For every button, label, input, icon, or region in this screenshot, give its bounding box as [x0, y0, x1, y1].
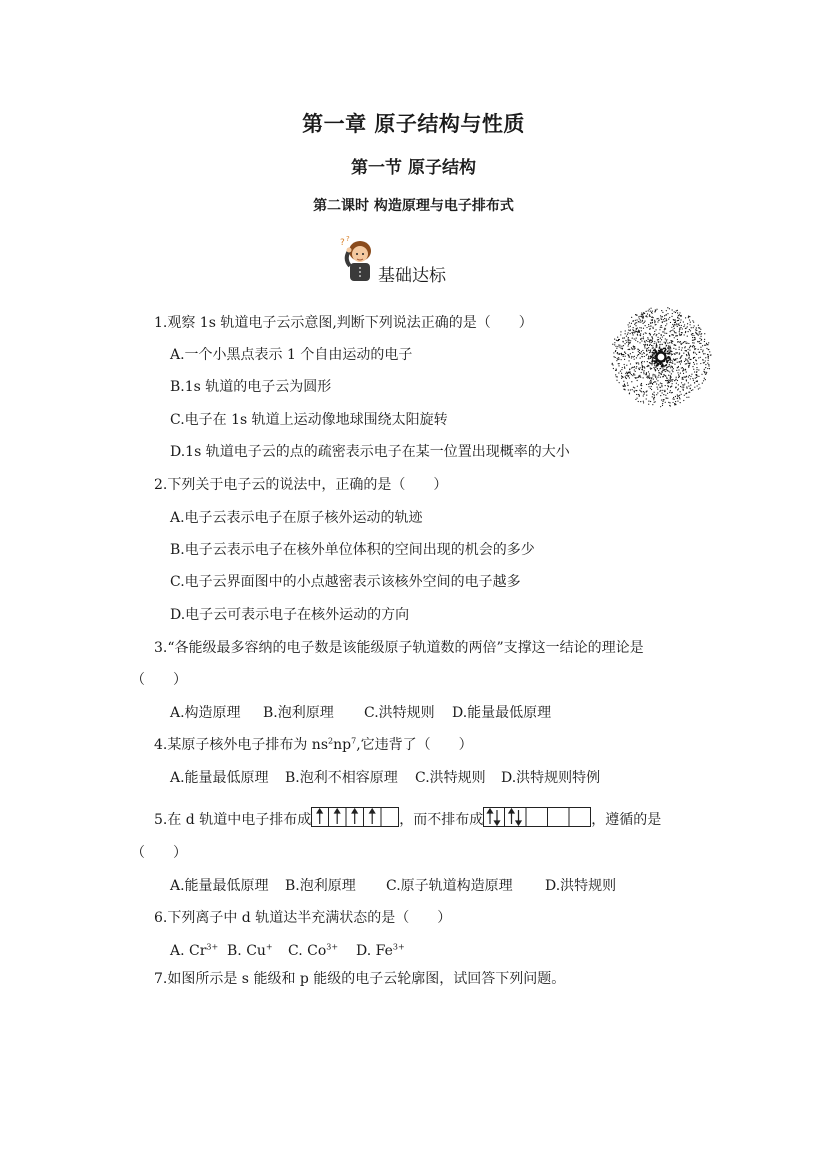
q5-stem-part-2: ，而不排布成: [399, 812, 484, 828]
q4-option-b: B.泡利不相容原理: [285, 770, 398, 786]
q4-stem-part-2: np: [333, 737, 352, 753]
question-7-stem: 7.如图所示是 s 能级和 p 能级的电子云轮廓图，试回答下列问题。: [154, 971, 566, 987]
svg-text:?: ?: [346, 235, 350, 243]
q2-option-b: B.电子云表示电子在核外单位体积的空间出现的机会的多少: [170, 542, 535, 558]
q2-option-d: D.电子云可表示电子在核外运动的方向: [170, 607, 410, 623]
q5-option-d: D.洪特规则: [545, 878, 617, 894]
chapter-title: 第一章 原子结构与性质: [302, 111, 525, 136]
question-6-stem: 6.下列离子中 d 轨道达半充满状态的是（ ）: [154, 910, 452, 926]
q4-stem-part-1: 4.某原子核外电子排布为 ns: [154, 737, 329, 753]
q6-option-b: B. Cu+: [227, 942, 273, 959]
q3-option-a: A.构造原理: [170, 705, 241, 721]
thinking-boy-icon: [338, 235, 380, 285]
lesson-title: 第二课时 构造原理与电子排布式: [313, 198, 514, 214]
q1-option-c: C.电子在 1s 轨道上运动像地球围绕太阳旋转: [170, 412, 448, 428]
question-5-blank: （ ）: [131, 845, 187, 861]
q1-option-b: B.1s 轨道的电子云为圆形: [170, 379, 332, 395]
question-1-stem: 1.观察 1s 轨道电子云示意图,判断下列说法正确的是（ ）: [154, 315, 533, 331]
q4-option-c: C.洪特规则: [415, 770, 486, 786]
question-4-stem: [154, 736, 473, 754]
question-3-blank: （ ）: [131, 672, 187, 688]
question-2-stem: 2.下列关于电子云的说法中，正确的是（ ）: [154, 477, 448, 493]
q3-option-c: C.洪特规则: [364, 705, 435, 721]
q5-option-b: B.泡利原理: [285, 878, 356, 894]
q4-sup-2: 7: [351, 736, 357, 746]
section-title: 第一节 原子结构: [351, 158, 476, 178]
question-5-stem: [154, 810, 661, 830]
question-3-stem: 3.“各能级最多容纳的电子数是该能级原子轨道数的两倍”支撑这一结论的理论是: [154, 640, 644, 656]
q4-options-row: [170, 769, 600, 787]
hund-rule-orbital-diagram: [311, 807, 399, 827]
badge-label: 基础达标: [378, 266, 446, 286]
q5-option-c: C.原子轨道构造原理: [386, 878, 513, 894]
q2-option-a: A.电子云表示电子在原子核外运动的轨迹: [170, 510, 423, 526]
1s-electron-cloud-figure: [608, 305, 714, 409]
svg-text:?: ?: [340, 238, 345, 248]
q5-stem-part-3: ，遵循的是: [591, 812, 662, 828]
q3-option-b: B.泡利原理: [263, 705, 334, 721]
q1-option-d: D.1s 轨道电子云的点的疏密表示电子在某一位置出现概率的大小: [170, 444, 570, 460]
q6-option-c: C. $Co^{3+}$: [288, 942, 339, 959]
q5-stem-part-1: 5.在 d 轨道中电子排布成: [154, 812, 312, 828]
q4-option-a: A.能量最低原理: [170, 770, 269, 786]
q6-option-d: D. $Fe^{3+}$: [356, 942, 405, 959]
q5-option-a: A.能量最低原理: [170, 878, 269, 894]
q3-options-row: [170, 704, 551, 722]
q3-option-d: D.能量最低原理: [452, 705, 552, 721]
q4-stem-part-3: ,它违背了（ ）: [356, 737, 473, 753]
q4-sup-1: 2: [328, 736, 334, 746]
basic-practice-badge: [338, 235, 468, 287]
q4-option-d: D.洪特规则特例: [501, 770, 601, 786]
q1-option-a: A.一个小黑点表示 1 个自由运动的电子: [170, 347, 413, 363]
q6-option-a: A. $Cr^{3+}$: [170, 942, 219, 959]
q5-options-row: [170, 877, 616, 895]
q2-option-c: C.电子云界面图中的小点越密表示该核外空间的电子越多: [170, 574, 521, 590]
q6-options-row: [170, 942, 405, 960]
paired-orbital-diagram: [483, 807, 591, 827]
